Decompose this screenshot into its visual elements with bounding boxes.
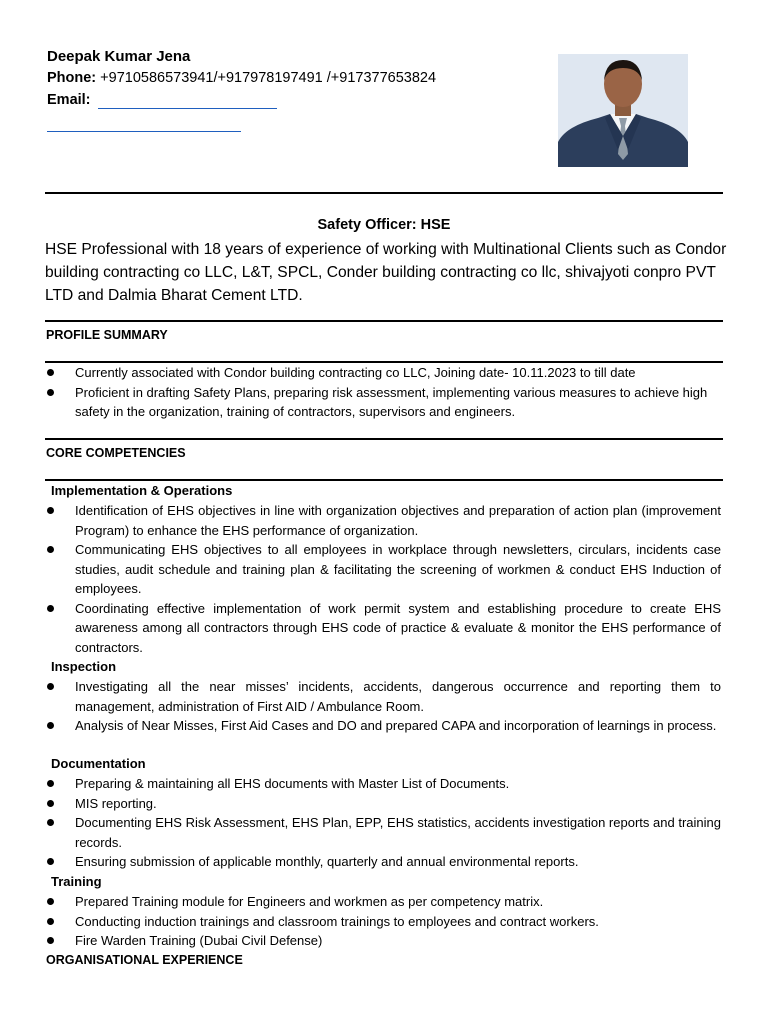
section-divider	[45, 320, 723, 322]
list-item: Prepared Training module for Engineers and workmen as per competency matrix.	[45, 892, 721, 912]
core-competencies-heading: CORE COMPETENCIES	[46, 446, 186, 460]
candidate-name: Deepak Kumar Jena	[47, 48, 191, 65]
list-item: Coordinating effective implementation of work permit system and establishing procedure to create EHS awareness among all contractors through EHS code of practice & evaluate & monitor the EHS performance of contractors.	[45, 599, 721, 658]
list-item: Communicating EHS objectives to all employees in workplace through newsletters, circulars, incidents case studies, audit schedule and training plan & facilitating the screening of workmen & conduct EHS Induction of employees.	[45, 540, 721, 599]
list-item: Ensuring submission of applicable monthly, quarterly and annual environmental reports.	[45, 852, 721, 872]
intro-paragraph: HSE Professional with 18 years of experience of working with Multinational Clients such as Condor building contracting co LLC, L&T, SPCL, Conder building contracting co llc, shivajyoti conpro PVT LTD and Dalmia Bharat Cement LTD.	[45, 241, 727, 304]
list-item: Proficient in drafting Safety Plans, preparing risk assessment, implementing various measures to achieve high safety in the organization, training of contractors, supervisors and engineers.	[45, 383, 721, 422]
list-item: Currently associated with Condor building contracting co LLC, Joining date- 10.11.2023 to till date	[45, 363, 721, 383]
group-title-inspection: Inspection	[51, 659, 117, 674]
profile-summary-list	[45, 363, 721, 422]
list-item: Fire Warden Training (Dubai Civil Defense)	[45, 931, 721, 951]
email-line	[47, 92, 91, 108]
list-item: Investigating all the near misses’ incidents, accidents, dangerous occurrence and reporting them to management, administration of First AID / Ambulance Room.	[45, 677, 721, 716]
list-item: MIS reporting.	[45, 794, 721, 814]
documentation-list	[45, 774, 721, 872]
training-list	[45, 892, 721, 951]
section-divider	[45, 438, 723, 440]
group-title-documentation: Documentation	[51, 756, 146, 771]
phone-line	[47, 70, 436, 86]
email-link-underline[interactable]	[98, 108, 277, 109]
list-item: Documenting EHS Risk Assessment, EHS Plan, EPP, EHS statistics, accidents investigation reports and training records.	[45, 813, 721, 852]
list-item: Preparing & maintaining all EHS documents with Master List of Documents.	[45, 774, 721, 794]
list-item: Identification of EHS objectives in line with organization objectives and preparation of action plan (improvement Program) to enhance the EHS performance of organization.	[45, 501, 721, 540]
person-portrait-icon	[558, 54, 688, 167]
phone-label: Phone:	[47, 70, 97, 86]
profile-photo	[558, 54, 688, 167]
profile-summary-heading: PROFILE SUMMARY	[46, 328, 168, 342]
email-label: Email:	[47, 92, 91, 108]
inspection-list	[45, 677, 721, 736]
organisational-experience-heading: ORGANISATIONAL EXPERIENCE	[46, 953, 243, 967]
list-item: Conducting induction trainings and classroom trainings to employees and contract workers.	[45, 912, 721, 932]
implementation-list	[45, 501, 721, 657]
email-link-underline-continued[interactable]	[47, 131, 241, 132]
header-divider	[45, 192, 723, 194]
list-item: Analysis of Near Misses, First Aid Cases and DO and prepared CAPA and incorporation of learnings in process.	[45, 716, 721, 736]
group-title-implementation: Implementation & Operations	[51, 483, 233, 498]
group-title-training: Training	[51, 874, 102, 889]
section-divider	[45, 479, 723, 481]
phone-value: +9710586573941/+917978197491 /+917377653824	[96, 70, 437, 86]
job-title: Safety Officer: HSE	[317, 217, 451, 233]
